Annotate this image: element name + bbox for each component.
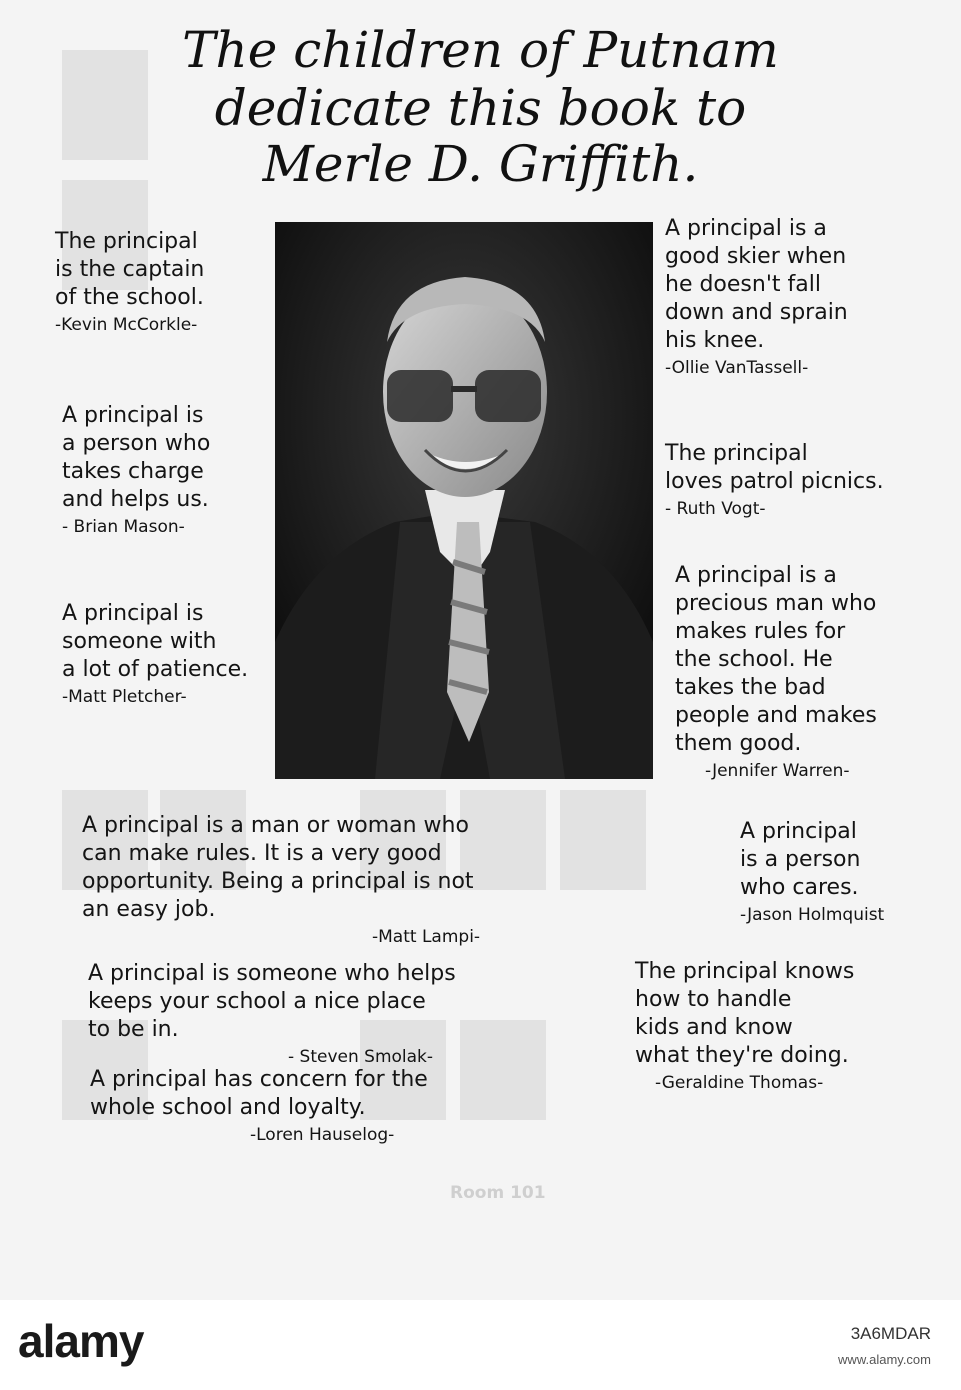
footer-url: www.alamy.com — [838, 1352, 931, 1367]
ghost-photo — [460, 1020, 546, 1120]
quote-ruth-vogt: The principal loves patrol picnics. - Ruth Vogt- — [665, 440, 884, 522]
quote-author: -Geraldine Thomas- — [655, 1073, 824, 1093]
background-room-label: Room 101 — [450, 1183, 546, 1203]
dedication-title-line3: Merle D. Griffith. — [262, 135, 699, 193]
quote-loren-hauselog: A principal has concern for the whole school and loyalty. -Loren Hauselog- — [90, 1066, 428, 1148]
quote-author: -Ollie VanTassell- — [665, 358, 809, 378]
quote-jason-holmquist: A principal is a person who cares. -Jason Holmquist — [740, 818, 884, 928]
quote-author: - Brian Mason- — [62, 517, 185, 537]
quote-author: - Ruth Vogt- — [665, 499, 766, 519]
quote-author: -Loren Hauselog- — [250, 1125, 395, 1145]
dedication-title-line1: The children of Putnam — [182, 21, 779, 79]
quote-matt-pletcher: A principal is someone with a lot of patience. -Matt Pletcher- — [62, 600, 248, 710]
dedication-title-line2: dedicate this book to — [214, 79, 747, 137]
quote-steven-smolak: A principal is someone who helps keeps your school a nice place to be in. - Steven Smolak- — [88, 960, 456, 1070]
quote-ollie-vantassell: A principal is a good skier when he doesn't fall down and sprain his knee. -Ollie VanTassell- — [665, 215, 848, 381]
ghost-photo — [560, 790, 646, 890]
alamy-logo: alamy — [18, 1315, 144, 1367]
quote-kevin-mccorkle: The principal is the captain of the school. -Kevin McCorkle- — [55, 228, 204, 338]
portrait-photo — [275, 222, 653, 779]
quote-author: -Jason Holmquist — [740, 905, 885, 925]
image-id: 3A6MDAR — [850, 1324, 931, 1343]
quote-author: - Steven Smolak- — [288, 1047, 434, 1067]
quote-author: -Matt Lampi- — [372, 927, 481, 947]
quote-jennifer-warren: A principal is a precious man who makes rules for the school. He takes the bad people and makes them good. -Jennifer Warren- — [675, 562, 877, 784]
quote-matt-lampi: A principal is a man or woman who can make rules. It is a very good opportunity. Being a principal is not an easy job. -Matt Lampi- — [82, 812, 480, 950]
quote-author: -Kevin McCorkle- — [55, 315, 198, 335]
quote-brian-mason: A principal is a person who takes charge and helps us. - Brian Mason- — [62, 402, 210, 540]
watermark-footer — [0, 1300, 961, 1390]
quote-author: -Matt Pletcher- — [62, 687, 187, 707]
quote-geraldine-thomas: The principal knows how to handle kids and know what they're doing. -Geraldine Thomas- — [635, 958, 854, 1096]
quote-author: -Jennifer Warren- — [705, 761, 850, 781]
principal-portrait-photo — [275, 222, 653, 779]
